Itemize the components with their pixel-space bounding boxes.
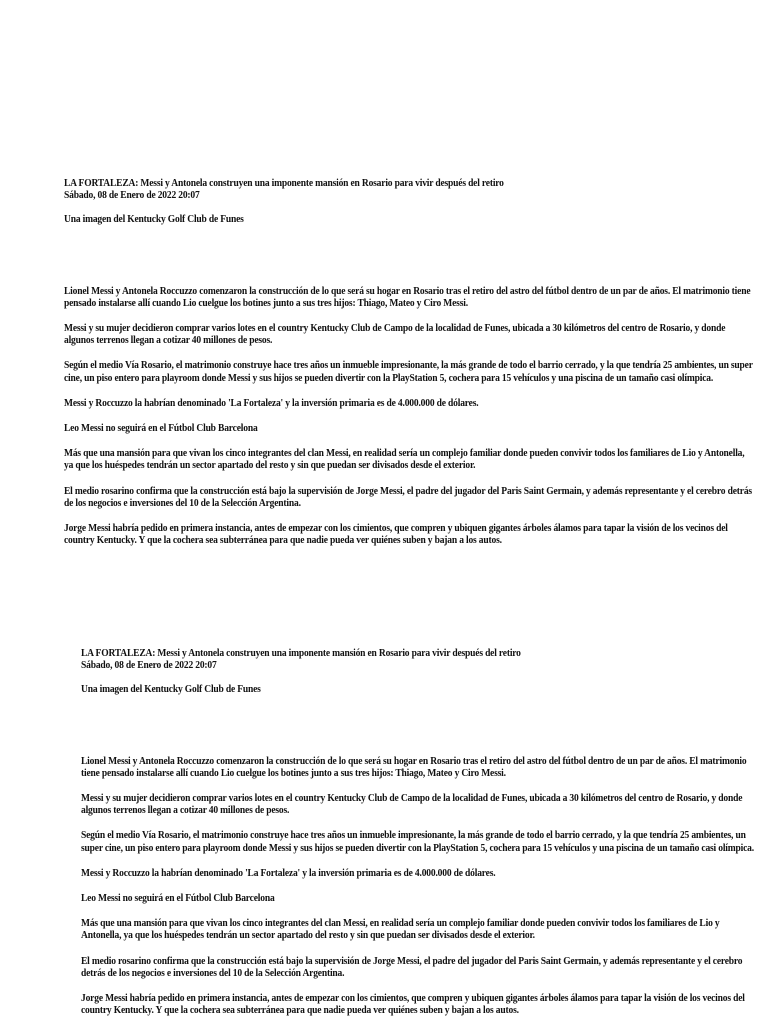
paragraph: Messi y Roccuzzo la habrían denominado 'La Fortaleza' y la inversión primaria es de 4.000.000 de dólares. xyxy=(64,397,479,409)
paragraph: Lionel Messi y Antonela Roccuzzo comenzaron la construcción de lo que será su hogar en Rosario tras el retiro del astro del fútbol dentro de un par de años. El matrimonio tiene pensado instalarse allí cuando Lio cuelgue los botines junto a sus tres hijos: Thiago, Mateo y Ciro Messi. xyxy=(64,285,751,309)
paragraph: Según el medio Vía Rosario, el matrimonio construye hace tres años un inmueble impresionante, la más grande de todo el barrio cerrado, y la que tendría 25 ambientes, un super cine, un piso entero para playroom donde Messi y sus hijos se pueden divertir con la PlayStation 5, cochera para 15 vehículos y una piscina de un tamaño casi olímpica. xyxy=(81,830,754,854)
headline: LA FORTALEZA: Messi y Antonela construyen una imponente mansión en Rosario para vivir después del retiro xyxy=(64,178,504,189)
publish-date: Sábado, 08 de Enero de 2022 20:07 xyxy=(64,190,200,202)
paragraph: El medio rosarino confirma que la construcción está bajo la supervisión de Jorge Messi, el padre del jugador del Paris Saint Germain, y además representante y el cerebro detrás de los negocios e inversiones del 10 de la Selección Argentina. xyxy=(81,955,743,979)
paragraph: Jorge Messi habría pedido en primera instancia, antes de empezar con los cimientos, que compren y ubiquen gigantes árboles álamos para tapar la visión de los vecinos del country Kentucky. Y que la cochera sea subterránea para que nadie pueda ver quiénes suben y bajan a los autos. xyxy=(81,993,745,1017)
paragraph: Lionel Messi y Antonela Roccuzzo comenzaron la construcción de lo que será su hogar en Rosario tras el retiro del astro del fútbol dentro de un par de años. El matrimonio tiene pensado instalarse allí cuando Lio cuelgue los botines junto a sus tres hijos: Thiago, Mateo y Ciro Messi. xyxy=(81,755,747,779)
image-caption: Una imagen del Kentucky Golf Club de Funes xyxy=(81,684,261,696)
paragraph: Según el medio Vía Rosario, el matrimonio construye hace tres años un inmueble impresionante, la más grande de todo el barrio cerrado, y la que tendría 25 ambientes, un super cine, un piso entero para playroom donde Messi y sus hijos se pueden divertir con la PlayStation 5, cochera para 15 vehículos y una piscina de un tamaño casi olímpica. xyxy=(64,360,753,384)
section-subhead: Leo Messi no seguirá en el Fútbol Club Barcelona xyxy=(81,893,275,905)
paragraph: Jorge Messi habría pedido en primera instancia, antes de empezar con los cimientos, que compren y ubiquen gigantes árboles álamos para tapar la visión de los vecinos del country Kentucky. Y que la cochera sea subterránea para que nadie pueda ver quiénes suben y bajan a los autos. xyxy=(64,523,728,547)
headline: LA FORTALEZA: Messi y Antonela construyen una imponente mansión en Rosario para vivir después del retiro xyxy=(81,648,521,659)
paragraph: Más que una mansión para que vivan los cinco integrantes del clan Messi, en realidad sería un complejo familiar donde pueden convivir todos los familiares de Lio y Antonella, ya que los huéspedes tendrán un sector apartado del resto y sin que puedan ser divisados desde el exterior. xyxy=(64,448,745,472)
article xyxy=(64,178,755,547)
paragraph: Messi y Roccuzzo la habrían denominado 'La Fortaleza' y la inversión primaria es de 4.000.000 de dólares. xyxy=(81,867,496,879)
paragraph: Messi y su mujer decidieron comprar varios lotes en el country Kentucky Club de Campo de la localidad de Funes, ubicada a 30 kilómetros del centro de Rosario, y donde algunos terrenos llegan a cotizar 40 millones de pesos. xyxy=(81,793,743,817)
article xyxy=(81,648,756,1017)
section-subhead: Leo Messi no seguirá en el Fútbol Club Barcelona xyxy=(64,423,258,435)
paragraph: El medio rosarino confirma que la construcción está bajo la supervisión de Jorge Messi, el padre del jugador del Paris Saint Germain, y además representante y el cerebro detrás de los negocios e inversiones del 10 de la Selección Argentina. xyxy=(64,485,752,509)
image-caption: Una imagen del Kentucky Golf Club de Funes xyxy=(64,214,244,226)
paragraph: Más que una mansión para que vivan los cinco integrantes del clan Messi, en realidad sería un complejo familiar donde pueden convivir todos los familiares de Lio y Antonella, ya que los huéspedes tendrán un sector apartado del resto y sin que puedan ser divisados desde el exterior. xyxy=(81,918,720,942)
publish-date: Sábado, 08 de Enero de 2022 20:07 xyxy=(81,660,217,672)
paragraph: Messi y su mujer decidieron comprar varios lotes en el country Kentucky Club de Campo de la localidad de Funes, ubicada a 30 kilómetros del centro de Rosario, y donde algunos terrenos llegan a cotizar 40 millones de pesos. xyxy=(64,323,726,347)
